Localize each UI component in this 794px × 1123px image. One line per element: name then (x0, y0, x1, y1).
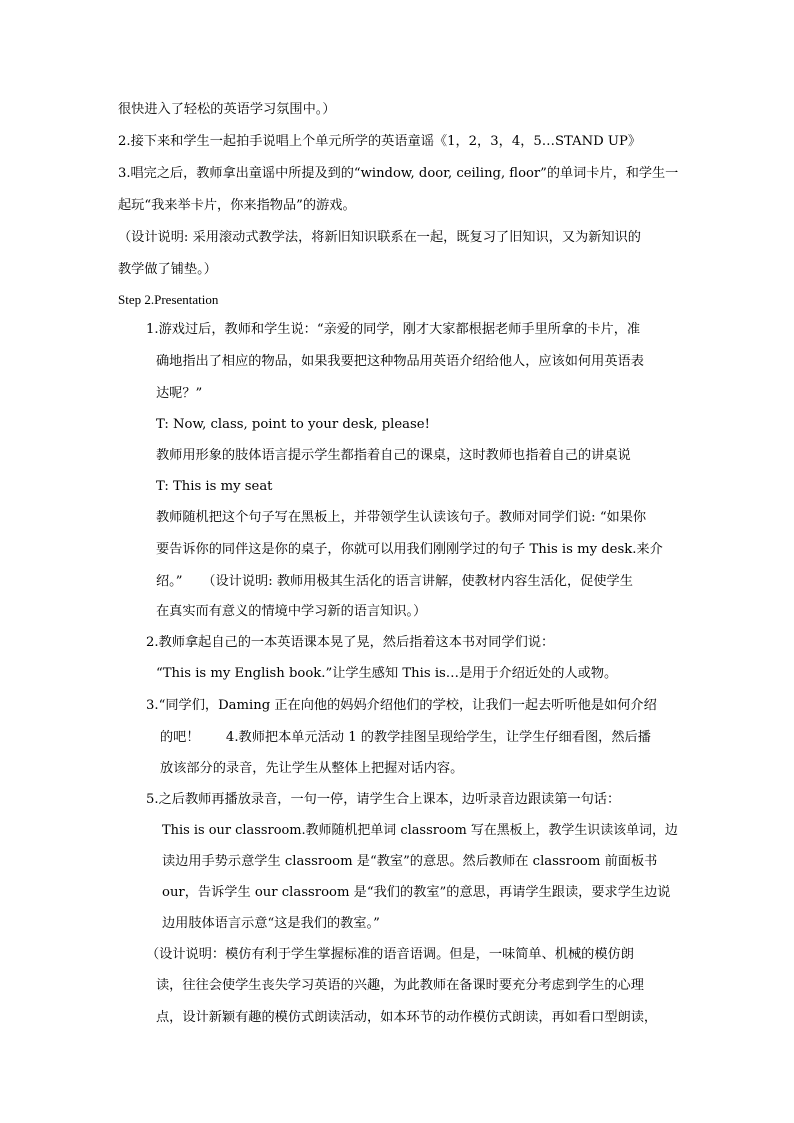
text-line: 很快进入了轻松的英语学习氛围中。） (118, 102, 336, 117)
text-line: “This is my English book.”让学生感知 This is…是用于介绍近处的人或物。 (156, 666, 618, 681)
design-note: 教学做了铺垫。） (118, 262, 217, 277)
design-note: 读，往往会使学生丧失学习英语的兴趣，为此教师在备课时要充分考虑到学生的心理 (156, 978, 644, 993)
text-line: 确地指出了相应的物品，如果我要把这种物品用英语介绍给他人，应该如何用英语表 (156, 354, 644, 369)
text-line: 教师随机把这个句子写在黑板上，并带领学生认读该句子。教师对同学们说: “如果你 (156, 510, 647, 525)
text-line: 2.教师拿起自己的一本英语课本晃了晃，然后指着这本书对同学们说： (146, 635, 555, 650)
design-note: （设计说明: 采用滚动式教学法，将新旧知识联系在一起，既复习了旧知识，又为新知识的 (118, 230, 641, 245)
text-line: 边用肢体语言示意“这是我们的教室。” (162, 916, 380, 931)
text-line: 要告诉你的同伴这是你的桌子，你就可以用我们刚刚学过的句子 This is my desk.来介 (156, 542, 663, 557)
text-line: 读边用手势示意学生 classroom 是“教室”的意思。然后教师在 classroom 前面板书 (162, 854, 658, 869)
text-line: This is our classroom.教师随机把单词 classroom 写在黑板上，教学生识读该单词，边 (162, 823, 678, 838)
text-line: 3.“同学们，Daming 正在向他的妈妈介绍他们的学校，让我们一起去听听他是如何介绍 (146, 698, 657, 713)
text-line: 1.游戏过后，教师和学生说：“亲爱的同学，刚才大家都根据老师手里所拿的卡片，准 (146, 322, 641, 337)
text-line: our，告诉学生 our classroom 是“我们的教室”的意思，再请学生跟读，要求学生边说 (162, 885, 671, 900)
text-line: 的吧！ 4.教师把本单元活动 1 的教学挂图呈现给学生，让学生仔细看图，然后播 (160, 730, 651, 745)
text-line: 2.接下来和学生一起拍手说唱上个单元所学的英语童谣《1，2，3，4，5…STAND UP》 (118, 134, 642, 149)
text-line: 放该部分的录音，先让学生从整体上把握对话内容。 (160, 761, 464, 776)
text-line: 教师用形象的肢体语言提示学生都指着自己的课桌，这时教师也指着自己的讲桌说 (156, 448, 631, 463)
text-line: 绍。” （设计说明: 教师用极其生活化的语言讲解，使教材内容生活化，促使学生 (156, 574, 633, 589)
text-line: 5.之后教师再播放录音，一句一停，请学生合上课本，边听录音边跟读第一句话： (146, 792, 621, 807)
dialogue-line: T: Now, class, point to your desk, please! (156, 417, 430, 432)
design-note: （设计说明：模仿有利于学生掌握标准的语音语调。但是，一味简单、机械的模仿朗 (146, 947, 634, 962)
dialogue-line: T: This is my seat (156, 479, 273, 494)
text-line: 起玩“我来举卡片，你来指物品”的游戏。 (118, 198, 356, 213)
section-heading: Step 2.Presentation (118, 292, 219, 307)
design-note: 点，设计新颖有趣的模仿式朗读活动，如本环节的动作模仿式朗读，再如看口型朗读， (156, 1010, 658, 1025)
text-line: 3.唱完之后，教师拿出童谣中所提及到的“window, door, ceiling, floor”的单词卡片，和学生一 (118, 166, 679, 181)
text-line: 在真实而有意义的情境中学习新的语言知识。） (156, 604, 427, 619)
text-line: 达呢？” (156, 386, 203, 401)
